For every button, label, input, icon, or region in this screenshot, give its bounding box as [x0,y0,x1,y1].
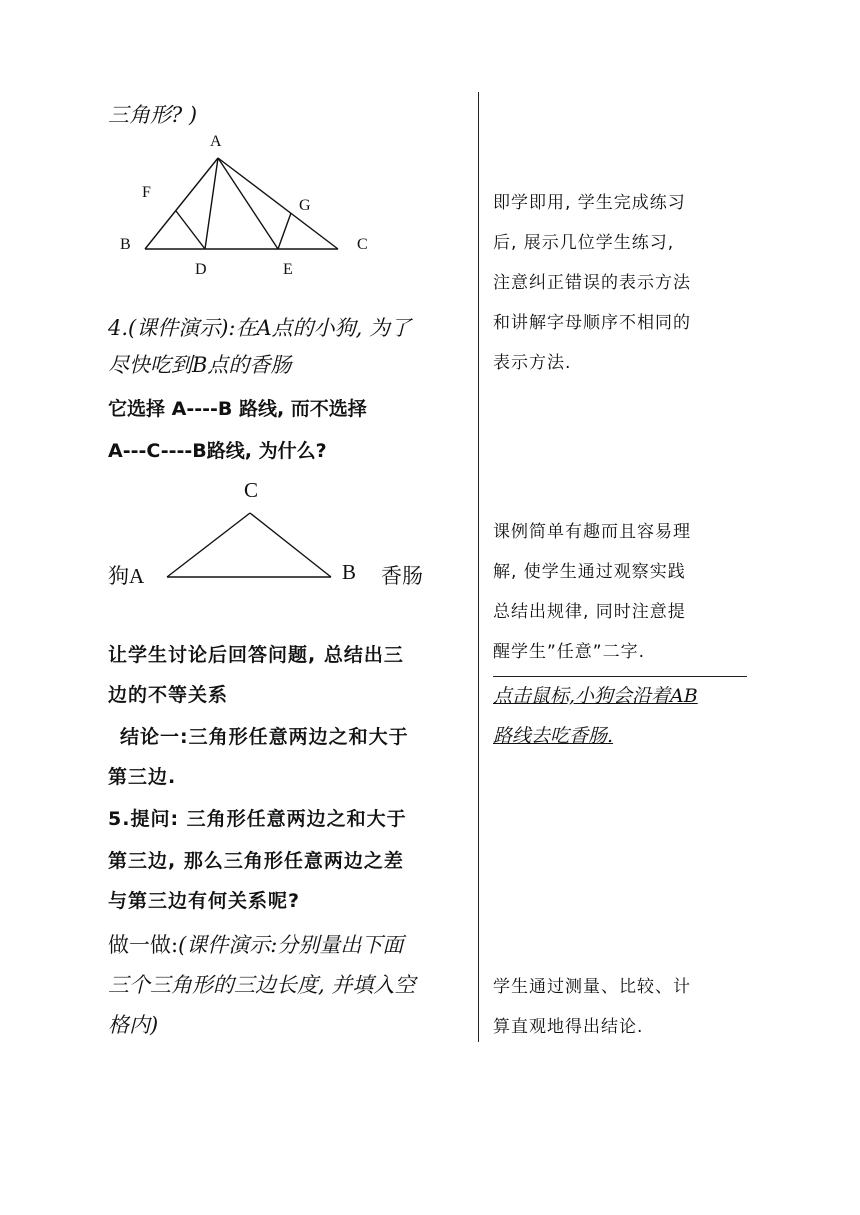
conclusion-line-1: 结论一:三角形任意两边之和大于 [120,726,409,748]
side-cb-2 [250,513,331,577]
note-1 [493,183,691,383]
note-2-line: 解, 使学生通过观察实践 [493,562,686,582]
note-2-line: 课例简单有趣而且容易理 [493,522,691,542]
do-it-prefix: 做一做: [108,933,179,957]
side-ac [218,158,338,249]
label-b-2: B [342,560,357,584]
label-f: F [142,184,151,201]
question-3-tail: 三角形? ) [108,103,198,127]
label-c-2: C [244,478,259,502]
question-4-line-2: 尽快吃到B点的香肠 [108,353,292,377]
note-2-line: 醒学生”任意”二字. [493,642,646,662]
question-5-line-2: 第三边, 那么三角形任意两边之差 [108,850,404,872]
note-2 [493,512,691,672]
triangle-figure-2 [167,513,331,577]
note-3-line: 学生通过测量、比较、计 [493,977,691,997]
question-4-line-1: 4.(课件演示):在A点的小狗, 为了 [108,316,412,340]
note-2-click-line: 路线去吃香肠. [493,725,614,747]
note-1-line: 即学即用, 学生完成练习 [493,193,686,213]
label-dog-a: 狗A [108,564,145,588]
label-e: E [283,261,293,278]
question-4-line-3: 它选择 A----B 路线, 而不选择 [108,398,367,420]
side-ac-2 [167,513,250,577]
discuss-line-2: 边的不等关系 [108,684,229,706]
label-sausage: 香肠 [381,564,423,588]
note-1-line: 和讲解字母顺序不相同的 [493,313,691,333]
label-g: G [299,197,311,214]
question-4-line-4: A---C----B路线, 为什么? [108,440,327,462]
do-it-line-2: 三个三角形的三边长度, 并填入空 [108,973,416,997]
note-3 [493,967,691,1047]
label-b: B [120,236,131,253]
discuss-line-1: 让学生讨论后回答问题, 总结出三 [108,644,404,666]
note-2-click-line: 点击鼠标,小狗会沿着AB [493,685,698,707]
note-1-line: 后, 展示几位学生练习, [493,233,675,253]
note-2-click-hint [493,676,698,756]
segment-ae [218,158,278,249]
label-a: A [210,133,222,150]
note-1-line: 表示方法. [493,353,572,373]
do-it-line-3: 格内) [108,1013,159,1037]
conclusion-line-2: 第三边. [108,766,177,788]
note-1-line: 注意纠正错误的表示方法 [493,273,691,293]
note-3-line: 算直观地得出结论. [493,1017,644,1037]
do-it-line-1 [108,930,403,960]
label-c: C [357,236,368,253]
note-2-line: 总结出规律, 同时注意提 [493,602,686,622]
do-it-rest: (课件演示:分别量出下面 [178,933,404,957]
segment-fd [176,211,205,249]
label-d: D [195,261,207,278]
segment-ge [278,213,291,249]
question-5-line-1: 5.提问: 三角形任意两边之和大于 [108,808,407,830]
question-5-line-3: 与第三边有何关系呢? [108,890,301,912]
